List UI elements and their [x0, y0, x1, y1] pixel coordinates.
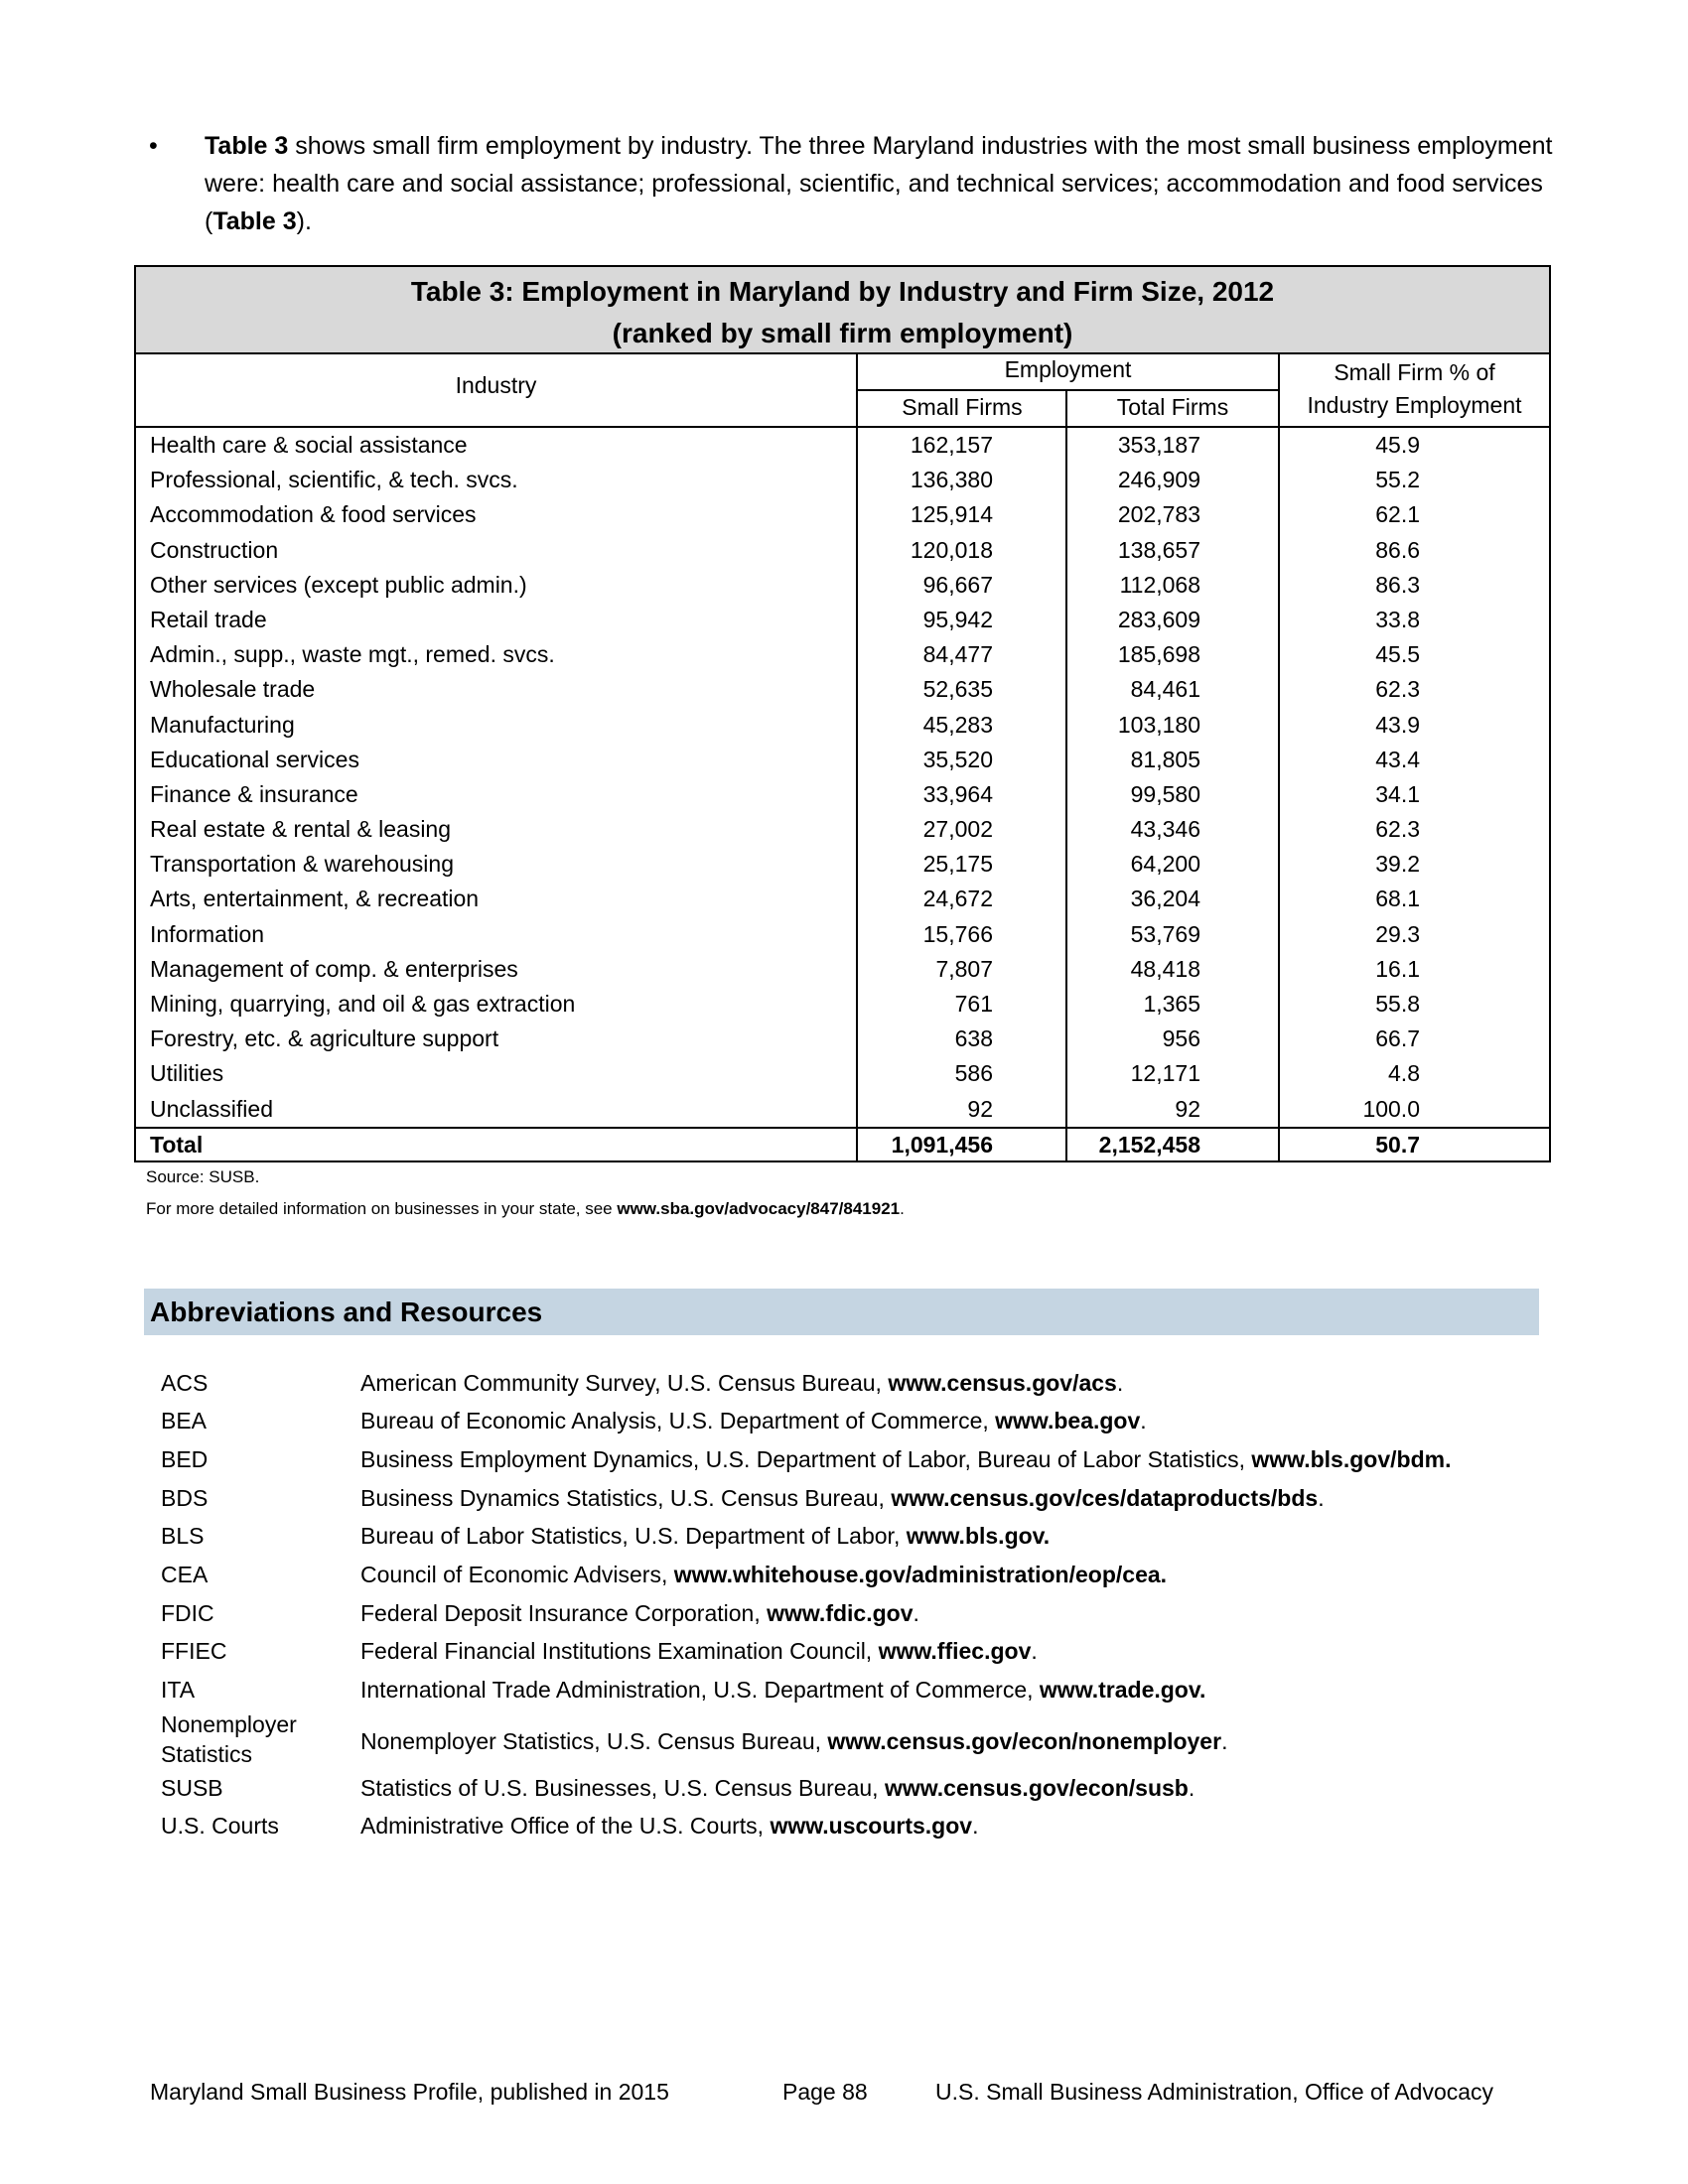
intro-bold-ref: Table 3: [212, 207, 297, 235]
abbreviation-label: FFIEC: [161, 1638, 227, 1664]
total-firms-cell: 1,365: [1143, 991, 1200, 1017]
abbreviation-description: Statistics of U.S. Businesses, U.S. Census Bureau, www.census.gov/econ/susb.: [360, 1775, 1196, 1801]
small-firms-cell: 15,766: [922, 920, 993, 947]
table-row: [136, 882, 1549, 916]
small-firm-pct-cell: 55.8: [1375, 991, 1420, 1017]
small-firm-pct-cell: 39.2: [1375, 851, 1420, 878]
table-header: [136, 354, 1549, 428]
total-firms-cell: 64,200: [1130, 851, 1200, 878]
industry-cell: Forestry, etc. & agriculture support: [150, 1025, 499, 1052]
resource-link[interactable]: www.census.gov/econ/nonemployer: [827, 1728, 1222, 1754]
small-firms-cell: 136,380: [910, 467, 993, 493]
abbreviation-description: Bureau of Economic Analysis, U.S. Department of Commerce, www.bea.gov.: [360, 1408, 1147, 1433]
intro-bold-lead: Table 3: [205, 132, 289, 160]
abbreviation-description: Bureau of Labor Statistics, U.S. Department of Labor, www.bls.gov.: [360, 1523, 1051, 1549]
industry-cell: Construction: [150, 536, 279, 563]
footer-left: Maryland Small Business Profile, published in 2015: [150, 2079, 669, 2105]
industry-cell: Information: [150, 920, 265, 947]
table-row: [136, 917, 1549, 952]
small-firms-cell: 638: [954, 1025, 993, 1052]
small-firm-pct-cell: 43.9: [1375, 711, 1420, 738]
resource-link[interactable]: www.bls.gov.: [906, 1523, 1051, 1549]
total-firms-cell: 48,418: [1130, 955, 1200, 982]
industry-cell: Educational services: [150, 746, 359, 772]
total-firms-cell: 112,068: [1119, 571, 1200, 598]
abbreviation-label: ACS: [161, 1370, 209, 1396]
industry-cell: Utilities: [150, 1060, 224, 1087]
industry-cell: Finance & insurance: [150, 780, 358, 807]
abbreviation-label: ITA: [161, 1677, 196, 1703]
resource-link[interactable]: www.ffiec.gov: [878, 1638, 1032, 1664]
small-firm-pct-cell: 33.8: [1375, 606, 1420, 632]
abbreviation-label: Nonemployer Statistics: [161, 1711, 297, 1767]
small-firm-pct-cell: 62.3: [1375, 676, 1420, 703]
more-info-link[interactable]: www.sba.gov/advocacy/847/841921: [617, 1199, 901, 1218]
total-firms-cell: 353,187: [1117, 432, 1200, 458]
small-firm-pct-cell: 34.1: [1375, 780, 1420, 807]
table-row: [136, 1092, 1549, 1127]
table-row: [136, 812, 1549, 847]
small-firm-pct-cell: 45.9: [1375, 432, 1420, 458]
table-row: [136, 952, 1549, 987]
abbreviation-label: BLS: [161, 1523, 205, 1549]
industry-cell: Total: [150, 1131, 204, 1158]
small-firm-pct-cell: 16.1: [1375, 955, 1420, 982]
small-firms-cell: 120,018: [910, 536, 993, 563]
small-firm-pct-cell: 45.5: [1375, 641, 1420, 668]
table-row: [136, 428, 1549, 463]
table-row: [136, 568, 1549, 603]
table-row: [136, 777, 1549, 812]
total-firms-cell: 53,769: [1130, 920, 1200, 947]
table-row: [136, 1022, 1549, 1056]
abbreviation-description: International Trade Administration, U.S. Department of Commerce, www.trade.gov.: [360, 1677, 1206, 1703]
table-row: [136, 743, 1549, 777]
abbreviation-label: BDS: [161, 1485, 209, 1511]
resource-link[interactable]: www.whitehouse.gov/administration/eop/cea.: [673, 1562, 1168, 1587]
abbreviations-heading: Abbreviations and Resources: [144, 1289, 1539, 1335]
small-firm-pct-cell: 43.4: [1375, 746, 1420, 772]
resource-link[interactable]: www.trade.gov.: [1039, 1677, 1206, 1703]
intro-body: shows small firm employment by industry. The three Maryland industries with the most small business employment were: health care and social assistance; professional, scientific, and technical services; accommodation and food services (: [205, 132, 1553, 235]
employment-table: [134, 265, 1551, 1162]
industry-cell: Accommodation & food services: [150, 501, 477, 528]
bullet-icon: •: [149, 132, 158, 160]
small-firm-pct-cell: 66.7: [1375, 1025, 1420, 1052]
more-info-end: .: [900, 1199, 905, 1218]
table-row: [136, 847, 1549, 882]
header-pct-line2: Industry Employment: [1307, 392, 1522, 418]
table-title: [136, 267, 1549, 354]
total-firms-cell: 92: [1175, 1095, 1200, 1122]
more-info-note: [146, 1199, 905, 1219]
small-firms-cell: 125,914: [910, 501, 993, 528]
small-firms-cell: 95,942: [922, 606, 993, 632]
small-firms-cell: 7,807: [935, 955, 993, 982]
total-firms-cell: 283,609: [1117, 606, 1200, 632]
small-firm-pct-cell: 68.1: [1375, 886, 1420, 912]
small-firms-cell: 33,964: [922, 780, 993, 807]
small-firms-cell: 761: [954, 991, 993, 1017]
header-employment: Employment: [1004, 356, 1132, 382]
small-firm-pct-cell: 86.3: [1375, 571, 1420, 598]
table-row: [136, 533, 1549, 568]
resource-link[interactable]: www.census.gov/ces/dataproducts/bds: [891, 1485, 1319, 1511]
total-firms-cell: 103,180: [1117, 711, 1200, 738]
table-body: [136, 428, 1549, 1160]
table-total-row: [136, 1127, 1549, 1160]
small-firm-pct-cell: 86.6: [1375, 536, 1420, 563]
small-firms-cell: 1,091,456: [891, 1131, 993, 1158]
resource-link[interactable]: www.fdic.gov: [767, 1600, 914, 1626]
abbreviation-description: Council of Economic Advisers, www.whitehouse.gov/administration/eop/cea.: [360, 1562, 1168, 1587]
abbreviation-description: Administrative Office of the U.S. Courts, www.uscourts.gov.: [360, 1813, 979, 1839]
industry-cell: Other services (except public admin.): [150, 571, 527, 598]
small-firm-pct-cell: 62.1: [1375, 501, 1420, 528]
industry-cell: Retail trade: [150, 606, 267, 632]
header-small-firms: Small Firms: [902, 394, 1023, 420]
header-total-firms: Total Firms: [1116, 394, 1229, 420]
resource-link[interactable]: www.census.gov/acs: [888, 1370, 1117, 1396]
total-firms-cell: 956: [1162, 1025, 1200, 1052]
table-row: [136, 1056, 1549, 1091]
resource-link[interactable]: www.bls.gov/bdm.: [1251, 1446, 1452, 1472]
total-firms-cell: 43,346: [1130, 816, 1200, 843]
table-row: [136, 603, 1549, 637]
small-firms-cell: 24,672: [922, 886, 993, 912]
small-firm-pct-cell: 50.7: [1375, 1131, 1420, 1158]
abbreviation-label: BED: [161, 1446, 209, 1472]
total-firms-cell: 81,805: [1130, 746, 1200, 772]
small-firm-pct-cell: 4.8: [1388, 1060, 1420, 1087]
header-pct-line1: Small Firm % of: [1334, 359, 1495, 385]
intro-text: [205, 127, 1575, 240]
total-firms-cell: 185,698: [1117, 641, 1200, 668]
table-row: [136, 463, 1549, 497]
industry-cell: Mining, quarrying, and oil & gas extraction: [150, 991, 576, 1017]
total-firms-cell: 12,171: [1130, 1060, 1200, 1087]
resource-link[interactable]: www.census.gov/econ/susb: [884, 1775, 1189, 1801]
small-firm-pct-cell: 100.0: [1362, 1095, 1420, 1122]
table-title-line1: Table 3: Employment in Maryland by Industry and Firm Size, 2012: [410, 276, 1275, 307]
small-firm-pct-cell: 62.3: [1375, 816, 1420, 843]
resource-link[interactable]: www.uscourts.gov: [770, 1813, 973, 1839]
small-firms-cell: 35,520: [922, 746, 993, 772]
footer-right: U.S. Small Business Administration, Office of Advocacy: [935, 2079, 1494, 2105]
total-firms-cell: 84,461: [1130, 676, 1200, 703]
abbreviation-label: FDIC: [161, 1600, 214, 1626]
header-small-firm-pct: [1280, 356, 1549, 422]
industry-cell: Unclassified: [150, 1095, 273, 1122]
total-firms-cell: 202,783: [1117, 501, 1200, 528]
abbreviation-label: SUSB: [161, 1775, 223, 1801]
small-firms-cell: 96,667: [922, 571, 993, 598]
header-industry: Industry: [455, 372, 537, 398]
small-firms-cell: 27,002: [922, 816, 993, 843]
small-firms-cell: 92: [967, 1095, 993, 1122]
abbreviation-description: Business Dynamics Statistics, U.S. Census Bureau, www.census.gov/ces/dataproducts/bds.: [360, 1485, 1325, 1511]
total-firms-cell: 246,909: [1117, 467, 1200, 493]
industry-cell: Wholesale trade: [150, 676, 316, 703]
small-firms-cell: 586: [954, 1060, 993, 1087]
small-firms-cell: 45,283: [922, 711, 993, 738]
industry-cell: Management of comp. & enterprises: [150, 955, 518, 982]
table-row: [136, 672, 1549, 707]
small-firms-cell: 25,175: [922, 851, 993, 878]
table-row: [136, 497, 1549, 532]
total-firms-cell: 138,657: [1117, 536, 1200, 563]
abbreviation-label: U.S. Courts: [161, 1813, 279, 1839]
table-row: [136, 987, 1549, 1022]
industry-cell: Professional, scientific, & tech. svcs.: [150, 467, 518, 493]
abbreviation-description: Business Employment Dynamics, U.S. Department of Labor, Bureau of Labor Statistics, www.bls.gov/bdm.: [360, 1446, 1452, 1472]
industry-cell: Arts, entertainment, & recreation: [150, 886, 480, 912]
small-firm-pct-cell: 29.3: [1375, 920, 1420, 947]
industry-cell: Admin., supp., waste mgt., remed. svcs.: [150, 641, 555, 668]
table-row: [136, 708, 1549, 743]
abbreviation-description: Federal Financial Institutions Examination Council, www.ffiec.gov.: [360, 1638, 1038, 1664]
industry-cell: Manufacturing: [150, 711, 295, 738]
small-firms-cell: 52,635: [922, 676, 993, 703]
abbreviation-description: American Community Survey, U.S. Census Bureau, www.census.gov/acs.: [360, 1370, 1124, 1396]
abbreviation-description: Nonemployer Statistics, U.S. Census Bureau, www.census.gov/econ/nonemployer.: [360, 1728, 1228, 1754]
intro-end: ).: [296, 207, 312, 235]
table-title-line2: (ranked by small firm employment): [612, 318, 1073, 348]
industry-cell: Transportation & warehousing: [150, 851, 454, 878]
industry-cell: Real estate & rental & leasing: [150, 816, 452, 843]
total-firms-cell: 36,204: [1130, 886, 1200, 912]
resource-link[interactable]: www.bea.gov: [995, 1408, 1141, 1433]
more-info-text: For more detailed information on businesses in your state, see: [146, 1199, 618, 1218]
industry-cell: Health care & social assistance: [150, 432, 468, 458]
total-firms-cell: 99,580: [1130, 780, 1200, 807]
table-row: [136, 637, 1549, 672]
small-firm-pct-cell: 55.2: [1375, 467, 1420, 493]
abbreviation-label: BEA: [161, 1408, 208, 1433]
abbreviation-label: CEA: [161, 1562, 209, 1587]
footer-page-number: Page 88: [782, 2079, 868, 2105]
small-firms-cell: 84,477: [922, 641, 993, 668]
source-note: Source: SUSB.: [146, 1167, 260, 1186]
total-firms-cell: 2,152,458: [1098, 1131, 1200, 1158]
small-firms-cell: 162,157: [910, 432, 993, 458]
abbreviation-description: Federal Deposit Insurance Corporation, www.fdic.gov.: [360, 1600, 919, 1626]
